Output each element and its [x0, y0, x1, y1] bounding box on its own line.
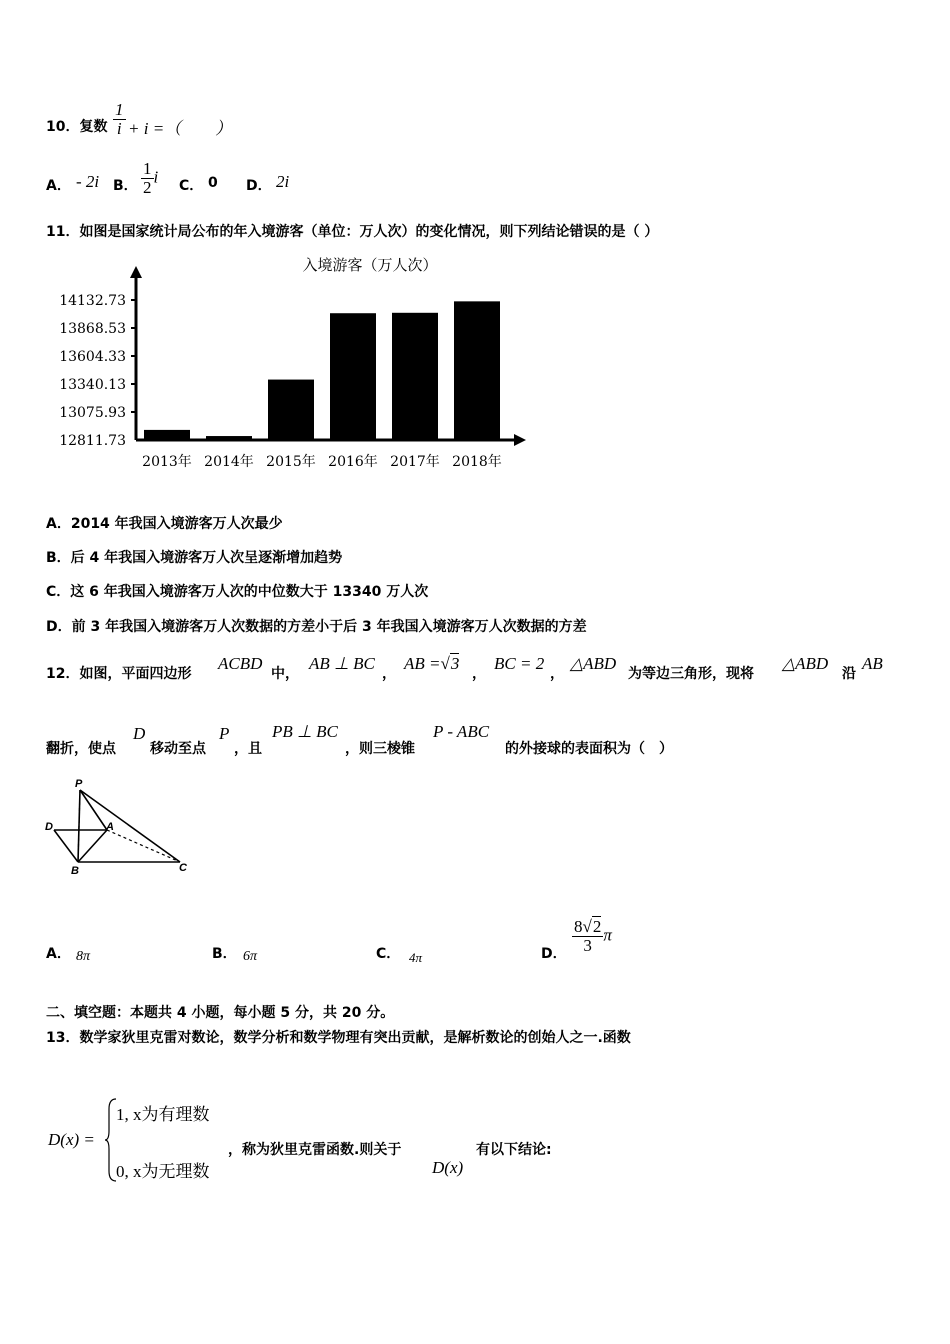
- bar: [144, 430, 190, 440]
- bar-chart: [40, 250, 540, 480]
- q10-option-c-label: C．: [179, 178, 204, 194]
- q12-option-c-value: 4π: [409, 950, 423, 965]
- x-tick-label: 2013年: [142, 454, 192, 470]
- fig-label-a: A: [106, 821, 114, 833]
- q12-option-d-value: [572, 918, 612, 955]
- q10-expr-text: + i =（ ）: [128, 119, 233, 138]
- q10-option-c-value: 0: [208, 175, 218, 191]
- q12-option-a-label: A．: [46, 946, 71, 962]
- q12-yan: 沿: [842, 666, 856, 682]
- q12-p2c: ，且: [234, 741, 262, 757]
- q12-p: P: [219, 724, 230, 743]
- q12-d-num-prefix: 8: [574, 917, 583, 936]
- q10-frac-den: i: [116, 118, 122, 138]
- q10-b-num: 1: [143, 159, 152, 178]
- q12-ab-perp-bc: AB ⊥ BC: [309, 654, 375, 673]
- q13-case1: 1, x为有理数: [116, 1105, 210, 1124]
- q12-sqrt3: 3: [450, 654, 460, 673]
- q12-option-d-label: D．: [541, 946, 567, 962]
- q12-ab: AB: [862, 654, 883, 673]
- fig-label-p: P: [75, 778, 83, 790]
- q12-d-denominator: 3: [583, 935, 592, 955]
- q11-option-d: D．前 3 年我国入境游客万人次数据的方差小于后 3 年我国入境游客万人次数据的方差: [46, 619, 587, 635]
- q12-comma1: ，: [382, 666, 396, 682]
- q12-pb-perp-bc: PB ⊥ BC: [272, 722, 338, 741]
- q11-option-b: B．后 4 年我国入境游客万人次呈逐渐增加趋势: [46, 550, 343, 566]
- q12-acbd: ACBD: [218, 654, 263, 673]
- q13-dx: D(x): [432, 1158, 464, 1177]
- q12-d-numerator: 8√2: [574, 917, 602, 936]
- q10-fraction: [113, 101, 126, 138]
- q10-b-suffix: i: [153, 167, 159, 187]
- q13-tail: 有以下结论:: [476, 1142, 552, 1158]
- q10-frac-num: 1: [115, 100, 124, 119]
- y-tick-label: 14132.73: [59, 293, 126, 309]
- q12-text2: 为等边三角形，现将: [628, 666, 754, 682]
- fig-label-d: D: [45, 821, 53, 833]
- q13-text: ，称为狄里克雷函数.则关于: [228, 1142, 402, 1158]
- bar: [392, 313, 438, 440]
- tetrahedron-figure: [42, 776, 202, 880]
- q12-ab-eq: AB =√3: [404, 654, 460, 673]
- fig-label-c: C: [179, 862, 187, 874]
- q12-option-c-label: C．: [376, 946, 401, 962]
- x-tick-label: 2015年: [266, 454, 316, 470]
- q12-p2b: 移动至点: [150, 741, 206, 757]
- y-tick-label: 12811.73: [59, 433, 126, 449]
- x-tick-label: 2014年: [204, 454, 254, 470]
- q12-comma2: ，: [472, 666, 486, 682]
- q10-number: 10．复数: [46, 119, 108, 135]
- q11-option-c: C．这 6 年我国入境游客万人次的中位数大于 13340 万人次: [46, 584, 429, 600]
- q12-comma3: ，: [550, 666, 564, 682]
- x-tick-label: 2016年: [328, 454, 378, 470]
- y-tick-label: 13868.53: [59, 321, 126, 337]
- q12-zhong: 中，: [271, 666, 299, 682]
- q12-p2e: 的外接球的表面积为（ ）: [505, 741, 673, 757]
- q12-option-b-label: B．: [212, 946, 237, 962]
- y-tick-label: 13604.33: [59, 349, 126, 365]
- q12-p1: 12．如图，平面四边形: [46, 666, 192, 682]
- fig-label-b: B: [71, 865, 79, 877]
- q10-b-den: 2: [143, 177, 152, 197]
- q12-p2d: ，则三棱锥: [345, 741, 415, 757]
- q10-expr: [128, 114, 232, 139]
- q10-option-b-label: B．: [113, 178, 138, 194]
- y-axis-arrow: [130, 266, 142, 278]
- q10-option-d-label: D．: [246, 178, 272, 194]
- q13-stem: 13．数学家狄里克雷对数论，数学分析和数学物理有突出贡献，是解析数论的创始人之一.函数: [46, 1030, 631, 1046]
- x-axis-arrow: [514, 434, 526, 446]
- q12-d: D: [133, 724, 146, 743]
- q10-option-a-label: A．: [46, 178, 71, 194]
- bar: [330, 313, 376, 440]
- q10-option-a-value: - 2i: [76, 172, 100, 191]
- q12-option-a-value: 8π: [76, 949, 91, 964]
- q11-option-a: A．2014 年我国入境游客万人次最少: [46, 516, 283, 532]
- q12-bc-eq: BC = 2: [494, 654, 545, 673]
- q12-d-num-sqrt: 2: [592, 917, 602, 936]
- q13-lhs: D(x) =: [48, 1130, 95, 1149]
- q12-triangle-abd: △ABD: [570, 654, 617, 673]
- q12-triangle-abd-2: △ABD: [782, 654, 829, 673]
- q12-p2a: 翻折，使点: [46, 741, 116, 757]
- bar: [268, 380, 314, 440]
- y-tick-label: 13075.93: [59, 405, 126, 421]
- q10-option-b-value: [141, 160, 158, 197]
- q11-stem: 11．如图是国家统计局公布的年入境游客（单位：万人次）的变化情况，则下列结论错误的是（ ）: [46, 224, 659, 240]
- section-heading: 二、填空题：本题共 4 小题，每小题 5 分，共 20 分。: [46, 1005, 395, 1021]
- x-tick-label: 2018年: [452, 454, 502, 470]
- q12-d-suffix: π: [603, 925, 612, 945]
- q13-case2: 0, x为无理数: [116, 1162, 210, 1181]
- y-tick-label: 13340.13: [59, 377, 126, 393]
- x-tick-label: 2017年: [390, 454, 440, 470]
- q10-option-d-value: 2i: [276, 172, 290, 191]
- q12-pabc: P - ABC: [433, 722, 490, 741]
- q12-option-b-value: 6π: [243, 949, 258, 964]
- bar: [454, 301, 500, 440]
- chart-title: 入境游客（万人次）: [302, 256, 438, 274]
- q12-ab-eq-text: AB =: [404, 654, 441, 673]
